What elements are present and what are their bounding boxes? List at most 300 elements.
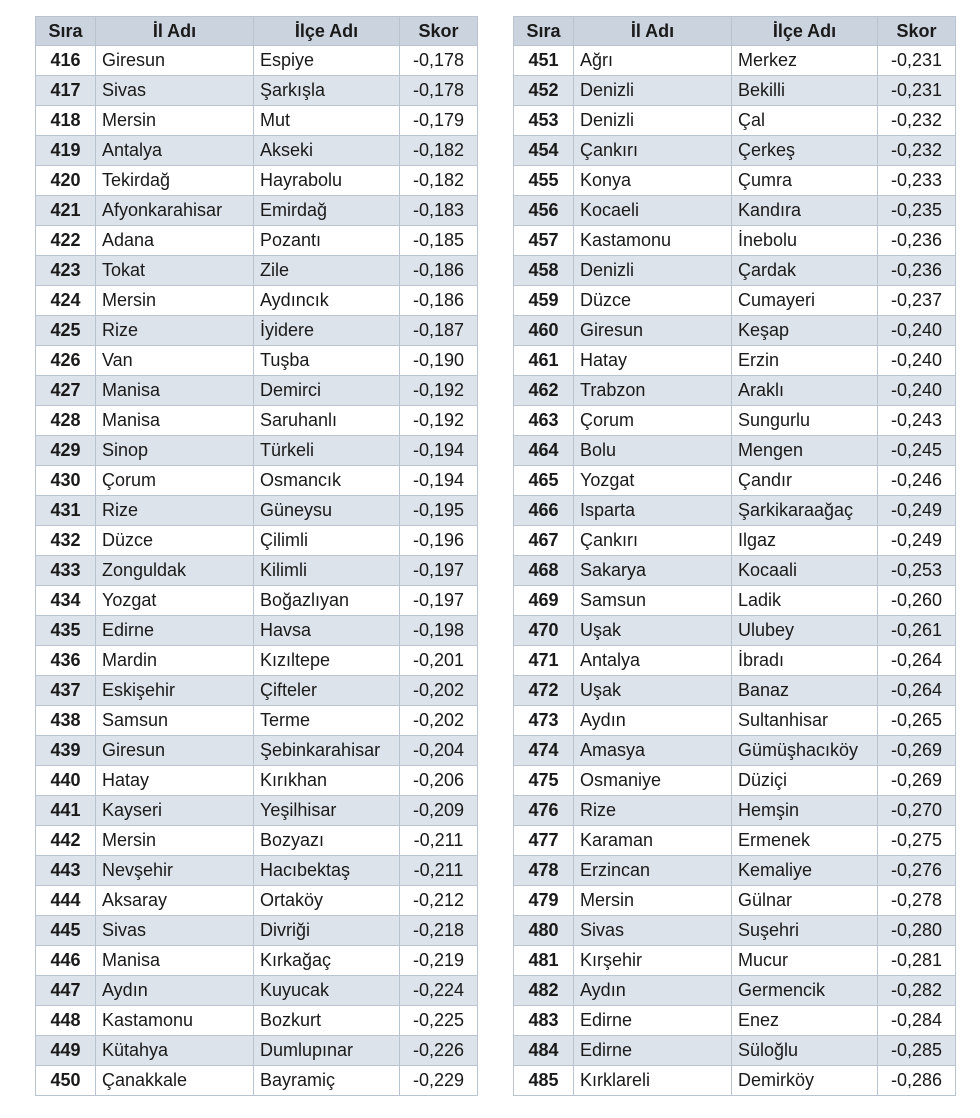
province-cell: Kırklareli [574, 1066, 732, 1096]
district-cell: Bekilli [732, 76, 878, 106]
score-cell: -0,186 [400, 286, 478, 316]
district-cell: Şebinkarahisar [254, 736, 400, 766]
table-row [514, 286, 956, 316]
province-cell: Edirne [574, 1006, 732, 1036]
rank-cell: 460 [514, 316, 574, 346]
district-cell: Merkez [732, 46, 878, 76]
district-cell: Sultanhisar [732, 706, 878, 736]
rank-cell: 454 [514, 136, 574, 166]
rank-cell: 443 [36, 856, 96, 886]
table-row [514, 946, 956, 976]
score-cell: -0,206 [400, 766, 478, 796]
province-cell: Ağrı [574, 46, 732, 76]
score-cell: -0,240 [878, 316, 956, 346]
district-cell: Kandıra [732, 196, 878, 226]
rank-cell: 456 [514, 196, 574, 226]
score-cell: -0,211 [400, 826, 478, 856]
table-row [514, 826, 956, 856]
table-row [36, 406, 478, 436]
district-cell: Süloğlu [732, 1036, 878, 1066]
province-cell: Trabzon [574, 376, 732, 406]
district-cell: Kuyucak [254, 976, 400, 1006]
district-cell: Çumra [732, 166, 878, 196]
table-row [514, 406, 956, 436]
rank-cell: 439 [36, 736, 96, 766]
district-cell: Mut [254, 106, 400, 136]
rank-cell: 448 [36, 1006, 96, 1036]
province-cell: Tekirdağ [96, 166, 254, 196]
score-cell: -0,278 [878, 886, 956, 916]
district-cell: Çilimli [254, 526, 400, 556]
district-cell: Erzin [732, 346, 878, 376]
rank-cell: 440 [36, 766, 96, 796]
rank-cell: 418 [36, 106, 96, 136]
rank-cell: 481 [514, 946, 574, 976]
rank-cell: 417 [36, 76, 96, 106]
province-cell: Isparta [574, 496, 732, 526]
province-cell: Çorum [574, 406, 732, 436]
province-cell: Manisa [96, 946, 254, 976]
district-cell: Kırıkhan [254, 766, 400, 796]
table-row [514, 796, 956, 826]
province-cell: Amasya [574, 736, 732, 766]
province-cell: Konya [574, 166, 732, 196]
table-row [36, 46, 478, 76]
score-cell: -0,225 [400, 1006, 478, 1036]
rank-cell: 480 [514, 916, 574, 946]
province-cell: Rize [574, 796, 732, 826]
rank-cell: 422 [36, 226, 96, 256]
province-cell: Giresun [96, 46, 254, 76]
score-cell: -0,246 [878, 466, 956, 496]
table-row [514, 256, 956, 286]
province-cell: Düzce [574, 286, 732, 316]
rank-cell: 426 [36, 346, 96, 376]
rank-cell: 433 [36, 556, 96, 586]
table-row [36, 886, 478, 916]
table-row [514, 766, 956, 796]
score-cell: -0,236 [878, 256, 956, 286]
rank-cell: 437 [36, 676, 96, 706]
score-cell: -0,190 [400, 346, 478, 376]
score-cell: -0,240 [878, 346, 956, 376]
province-cell: Kocaeli [574, 196, 732, 226]
score-cell: -0,192 [400, 376, 478, 406]
province-cell: Çankırı [574, 526, 732, 556]
table-row [514, 226, 956, 256]
province-cell: Mersin [96, 286, 254, 316]
score-cell: -0,235 [878, 196, 956, 226]
table-row [36, 766, 478, 796]
score-cell: -0,281 [878, 946, 956, 976]
province-cell: Manisa [96, 406, 254, 436]
score-cell: -0,192 [400, 406, 478, 436]
rank-cell: 485 [514, 1066, 574, 1096]
district-cell: Çardak [732, 256, 878, 286]
rank-cell: 429 [36, 436, 96, 466]
header-district: İlçe Adı [254, 17, 400, 46]
province-cell: Hatay [96, 766, 254, 796]
district-cell: Hemşin [732, 796, 878, 826]
province-cell: Kırşehir [574, 946, 732, 976]
rank-cell: 466 [514, 496, 574, 526]
table-row [36, 1066, 478, 1096]
province-cell: Yozgat [574, 466, 732, 496]
rank-cell: 441 [36, 796, 96, 826]
score-cell: -0,209 [400, 796, 478, 826]
province-cell: Denizli [574, 76, 732, 106]
rank-cell: 453 [514, 106, 574, 136]
rank-cell: 465 [514, 466, 574, 496]
province-cell: Nevşehir [96, 856, 254, 886]
score-cell: -0,236 [878, 226, 956, 256]
district-cell: Suşehri [732, 916, 878, 946]
table-row [36, 826, 478, 856]
district-cell: Hacıbektaş [254, 856, 400, 886]
score-cell: -0,195 [400, 496, 478, 526]
score-cell: -0,194 [400, 466, 478, 496]
province-cell: Aydın [574, 706, 732, 736]
table-row [514, 736, 956, 766]
table-row [514, 886, 956, 916]
province-cell: Sivas [96, 76, 254, 106]
district-cell: Divriği [254, 916, 400, 946]
score-cell: -0,231 [878, 46, 956, 76]
district-cell: Germencik [732, 976, 878, 1006]
rank-cell: 446 [36, 946, 96, 976]
rank-cell: 461 [514, 346, 574, 376]
province-cell: Adana [96, 226, 254, 256]
table-row [514, 346, 956, 376]
header-province: İl Adı [574, 17, 732, 46]
rank-cell: 473 [514, 706, 574, 736]
score-cell: -0,179 [400, 106, 478, 136]
province-cell: Kütahya [96, 1036, 254, 1066]
province-cell: Uşak [574, 616, 732, 646]
table-row [36, 526, 478, 556]
score-cell: -0,265 [878, 706, 956, 736]
rank-cell: 457 [514, 226, 574, 256]
table-row [514, 916, 956, 946]
table-row [514, 706, 956, 736]
rank-cell: 484 [514, 1036, 574, 1066]
table-row [36, 286, 478, 316]
province-cell: Bolu [574, 436, 732, 466]
rank-cell: 458 [514, 256, 574, 286]
table-row [36, 676, 478, 706]
table-row [514, 556, 956, 586]
province-cell: Zonguldak [96, 556, 254, 586]
province-cell: Erzincan [574, 856, 732, 886]
header-score: Skor [400, 17, 478, 46]
district-cell: Enez [732, 1006, 878, 1036]
score-cell: -0,178 [400, 76, 478, 106]
table-row [514, 316, 956, 346]
table-row [514, 1036, 956, 1066]
rank-cell: 428 [36, 406, 96, 436]
district-cell: Gümüşhacıköy [732, 736, 878, 766]
table-row [36, 256, 478, 286]
score-cell: -0,245 [878, 436, 956, 466]
table-row [514, 616, 956, 646]
rank-cell: 479 [514, 886, 574, 916]
province-cell: Osmaniye [574, 766, 732, 796]
rank-cell: 449 [36, 1036, 96, 1066]
rank-cell: 463 [514, 406, 574, 436]
district-cell: Kızıltepe [254, 646, 400, 676]
province-cell: Denizli [574, 256, 732, 286]
score-cell: -0,253 [878, 556, 956, 586]
province-cell: Mersin [96, 826, 254, 856]
score-cell: -0,182 [400, 136, 478, 166]
province-cell: Sakarya [574, 556, 732, 586]
table-row [36, 76, 478, 106]
table-row [514, 76, 956, 106]
rank-cell: 434 [36, 586, 96, 616]
score-cell: -0,232 [878, 136, 956, 166]
district-cell: Yeşilhisar [254, 796, 400, 826]
district-cell: Demirci [254, 376, 400, 406]
province-cell: Denizli [574, 106, 732, 136]
district-cell: Demirköy [732, 1066, 878, 1096]
score-cell: -0,211 [400, 856, 478, 886]
district-cell: Banaz [732, 676, 878, 706]
rank-cell: 464 [514, 436, 574, 466]
score-cell: -0,218 [400, 916, 478, 946]
district-cell: Ilgaz [732, 526, 878, 556]
province-cell: Giresun [574, 316, 732, 346]
rank-cell: 424 [36, 286, 96, 316]
score-cell: -0,286 [878, 1066, 956, 1096]
province-cell: Rize [96, 316, 254, 346]
district-cell: Ermenek [732, 826, 878, 856]
district-cell: Araklı [732, 376, 878, 406]
rank-cell: 478 [514, 856, 574, 886]
district-cell: Espiye [254, 46, 400, 76]
rank-cell: 455 [514, 166, 574, 196]
score-cell: -0,285 [878, 1036, 956, 1066]
rank-cell: 475 [514, 766, 574, 796]
rank-cell: 442 [36, 826, 96, 856]
score-cell: -0,202 [400, 676, 478, 706]
table-row [36, 586, 478, 616]
header-rank: Sıra [514, 17, 574, 46]
district-cell: Şarkışla [254, 76, 400, 106]
table-row [36, 496, 478, 526]
ranking-table-left [35, 16, 478, 1096]
table-row [514, 1006, 956, 1036]
province-cell: Kastamonu [574, 226, 732, 256]
district-cell: Bozkurt [254, 1006, 400, 1036]
table-row [514, 586, 956, 616]
province-cell: Antalya [574, 646, 732, 676]
rank-cell: 416 [36, 46, 96, 76]
score-cell: -0,178 [400, 46, 478, 76]
table-row [36, 976, 478, 1006]
province-cell: Giresun [96, 736, 254, 766]
rank-cell: 427 [36, 376, 96, 406]
district-cell: Dumlupınar [254, 1036, 400, 1066]
rank-cell: 476 [514, 796, 574, 826]
score-cell: -0,196 [400, 526, 478, 556]
table-row [36, 916, 478, 946]
score-cell: -0,282 [878, 976, 956, 1006]
district-cell: Osmancık [254, 466, 400, 496]
score-cell: -0,275 [878, 826, 956, 856]
province-cell: Karaman [574, 826, 732, 856]
province-cell: Yozgat [96, 586, 254, 616]
table-header-row [36, 17, 478, 46]
score-cell: -0,270 [878, 796, 956, 826]
rank-cell: 430 [36, 466, 96, 496]
score-cell: -0,240 [878, 376, 956, 406]
rank-cell: 419 [36, 136, 96, 166]
district-cell: Bayramiç [254, 1066, 400, 1096]
province-cell: Van [96, 346, 254, 376]
table-row [514, 856, 956, 886]
score-cell: -0,224 [400, 976, 478, 1006]
province-cell: Aksaray [96, 886, 254, 916]
province-cell: Mardin [96, 646, 254, 676]
table-row [514, 676, 956, 706]
score-cell: -0,249 [878, 526, 956, 556]
district-cell: Türkeli [254, 436, 400, 466]
score-cell: -0,187 [400, 316, 478, 346]
table-row [514, 976, 956, 1006]
rank-cell: 425 [36, 316, 96, 346]
province-cell: Kastamonu [96, 1006, 254, 1036]
table-row [36, 856, 478, 886]
province-cell: Edirne [96, 616, 254, 646]
district-cell: Boğazlıyan [254, 586, 400, 616]
province-cell: Aydın [574, 976, 732, 1006]
score-cell: -0,212 [400, 886, 478, 916]
score-cell: -0,201 [400, 646, 478, 676]
rank-cell: 468 [514, 556, 574, 586]
province-cell: Çanakkale [96, 1066, 254, 1096]
score-cell: -0,226 [400, 1036, 478, 1066]
province-cell: Samsun [96, 706, 254, 736]
score-cell: -0,183 [400, 196, 478, 226]
rank-cell: 459 [514, 286, 574, 316]
province-cell: Mersin [96, 106, 254, 136]
district-cell: Emirdağ [254, 196, 400, 226]
district-cell: Çandır [732, 466, 878, 496]
header-province: İl Adı [96, 17, 254, 46]
header-district: İlçe Adı [732, 17, 878, 46]
district-cell: Çifteler [254, 676, 400, 706]
table-body-right [514, 46, 956, 1096]
table-row [36, 946, 478, 976]
score-cell: -0,284 [878, 1006, 956, 1036]
rank-cell: 450 [36, 1066, 96, 1096]
province-cell: Aydın [96, 976, 254, 1006]
score-cell: -0,264 [878, 676, 956, 706]
district-cell: Saruhanlı [254, 406, 400, 436]
province-cell: Antalya [96, 136, 254, 166]
rank-cell: 452 [514, 76, 574, 106]
district-cell: Güneysu [254, 496, 400, 526]
score-cell: -0,229 [400, 1066, 478, 1096]
score-cell: -0,185 [400, 226, 478, 256]
rank-cell: 435 [36, 616, 96, 646]
table-row [36, 226, 478, 256]
province-cell: Samsun [574, 586, 732, 616]
table-row [36, 706, 478, 736]
table-row [514, 376, 956, 406]
score-cell: -0,186 [400, 256, 478, 286]
table-row [36, 316, 478, 346]
table-row [514, 646, 956, 676]
district-cell: Şarkikaraağaç [732, 496, 878, 526]
rank-cell: 420 [36, 166, 96, 196]
province-cell: Afyonkarahisar [96, 196, 254, 226]
rank-cell: 474 [514, 736, 574, 766]
district-cell: Cumayeri [732, 286, 878, 316]
table-row [514, 136, 956, 166]
score-cell: -0,219 [400, 946, 478, 976]
district-cell: Bozyazı [254, 826, 400, 856]
rank-cell: 471 [514, 646, 574, 676]
table-row [36, 646, 478, 676]
district-cell: Kocaali [732, 556, 878, 586]
district-cell: Kilimli [254, 556, 400, 586]
table-body-left [36, 46, 478, 1096]
table-row [514, 46, 956, 76]
rank-cell: 436 [36, 646, 96, 676]
province-cell: Sinop [96, 436, 254, 466]
score-cell: -0,194 [400, 436, 478, 466]
district-cell: Pozantı [254, 226, 400, 256]
province-cell: Tokat [96, 256, 254, 286]
rank-cell: 447 [36, 976, 96, 1006]
district-cell: Ortaköy [254, 886, 400, 916]
score-cell: -0,249 [878, 496, 956, 526]
table-row [36, 136, 478, 166]
rank-cell: 421 [36, 196, 96, 226]
province-cell: Çorum [96, 466, 254, 496]
district-cell: Sungurlu [732, 406, 878, 436]
table-row [514, 106, 956, 136]
table-row [36, 616, 478, 646]
province-cell: Mersin [574, 886, 732, 916]
rank-cell: 472 [514, 676, 574, 706]
district-cell: Havsa [254, 616, 400, 646]
table-row [514, 526, 956, 556]
table-row [514, 496, 956, 526]
table-row [36, 106, 478, 136]
score-cell: -0,204 [400, 736, 478, 766]
ranking-table-right [513, 16, 956, 1096]
province-cell: Çankırı [574, 136, 732, 166]
province-cell: Rize [96, 496, 254, 526]
rank-cell: 477 [514, 826, 574, 856]
score-cell: -0,276 [878, 856, 956, 886]
rank-cell: 470 [514, 616, 574, 646]
district-cell: İbradı [732, 646, 878, 676]
score-cell: -0,232 [878, 106, 956, 136]
province-cell: Uşak [574, 676, 732, 706]
score-cell: -0,237 [878, 286, 956, 316]
score-cell: -0,233 [878, 166, 956, 196]
table-row [36, 1006, 478, 1036]
district-cell: Terme [254, 706, 400, 736]
province-cell: Eskişehir [96, 676, 254, 706]
district-cell: Keşap [732, 316, 878, 346]
district-cell: Mucur [732, 946, 878, 976]
district-cell: Kırkağaç [254, 946, 400, 976]
table-row [36, 466, 478, 496]
